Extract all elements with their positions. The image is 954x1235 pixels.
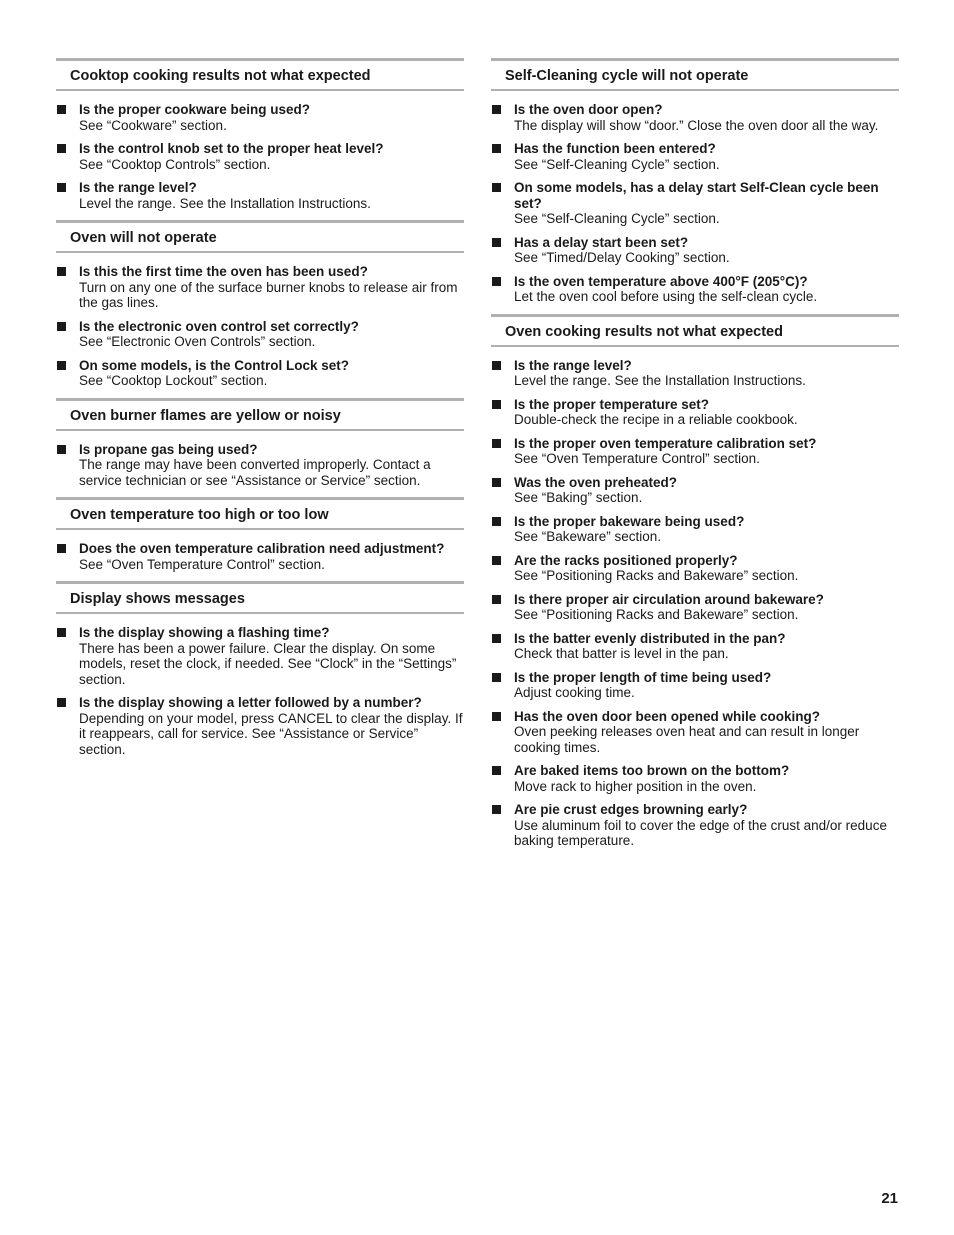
list-item [491, 670, 899, 701]
question-text: Has the function been entered? [514, 141, 716, 156]
question-text: Are the racks positioned properly? [514, 552, 738, 568]
list-item [491, 235, 899, 266]
list-item [56, 442, 464, 489]
question-list [56, 253, 464, 389]
square-bullet-icon [492, 634, 501, 643]
question-text: Is the electronic oven control set correctly? [79, 318, 359, 334]
question-text: Is the proper bakeware being used? [514, 513, 745, 529]
question-text: Is the proper cookware being used? [79, 102, 311, 117]
list-item [56, 625, 464, 687]
question-text: Are baked items too brown on the bottom? [514, 763, 790, 778]
troubleshooting-section [56, 398, 464, 489]
answer-text: See “Cookware” section. [79, 117, 227, 133]
question-text: Has the oven door been opened while cooking? [514, 708, 821, 724]
list-item [491, 475, 899, 506]
section-heading: Display shows messages [56, 581, 464, 614]
answer-text: See “Positioning Racks and Bakeware” section. [514, 568, 799, 583]
list-item [56, 358, 464, 389]
answer-text: Adjust cooking time. [514, 685, 635, 700]
question-text: On some models, is the Control Lock set? [79, 357, 350, 373]
answer-text: See “Cooktop Controls” section. [79, 156, 271, 172]
answer-text: Depending on your model, press CANCEL to clear the display. If it reappears, call for service. See “Assistance or Service” section. [79, 710, 463, 757]
list-item [491, 709, 899, 756]
square-bullet-icon [492, 595, 501, 604]
square-bullet-icon [492, 517, 501, 526]
question-text: Is propane gas being used? [79, 441, 258, 457]
square-bullet-icon [492, 277, 501, 286]
square-bullet-icon [492, 144, 501, 153]
list-item [56, 695, 464, 757]
question-text: Is the proper oven temperature calibration set? [514, 435, 817, 451]
question-list [56, 91, 464, 211]
question-text: On some models, has a delay start Self-Clean cycle been set? [514, 180, 879, 211]
answer-text: See “Electronic Oven Controls” section. [79, 334, 316, 349]
troubleshooting-section [56, 581, 464, 757]
square-bullet-icon [492, 439, 501, 448]
question-text: Is the proper temperature set? [514, 396, 710, 412]
troubleshooting-section [491, 314, 899, 849]
answer-text: Level the range. See the Installation Instructions. [79, 195, 371, 211]
square-bullet-icon [492, 805, 501, 814]
answer-text: Move rack to higher position in the oven. [514, 778, 757, 794]
section-heading: Oven burner flames are yellow or noisy [56, 398, 464, 431]
list-item [491, 180, 899, 227]
square-bullet-icon [57, 322, 66, 331]
list-item [56, 141, 464, 172]
answer-text: See “Self-Cleaning Cycle” section. [514, 211, 720, 226]
square-bullet-icon [57, 544, 66, 553]
question-text: Are pie crust edges browning early? [514, 802, 748, 817]
answer-text: See “Bakeware” section. [514, 529, 662, 544]
question-text: Is the control knob set to the proper heat level? [79, 141, 384, 156]
answer-text: See “Cooktop Lockout” section. [79, 373, 268, 388]
question-text: Is the display showing a flashing time? [79, 625, 330, 640]
question-text: Is the range level? [79, 180, 197, 195]
list-item [56, 264, 464, 311]
list-item [491, 592, 899, 623]
answer-text: See “Timed/Delay Cooking” section. [514, 250, 730, 265]
section-heading: Self-Cleaning cycle will not operate [491, 58, 899, 91]
question-list [56, 530, 464, 572]
question-text: Is the range level? [514, 357, 632, 373]
question-text: Is the proper length of time being used? [514, 669, 772, 685]
question-text: Is the batter evenly distributed in the pan? [514, 630, 786, 646]
square-bullet-icon [492, 712, 501, 721]
left-column [56, 58, 464, 766]
answer-text: Use aluminum foil to cover the edge of the crust and/or reduce baking temperature. [514, 817, 887, 848]
square-bullet-icon [492, 766, 501, 775]
square-bullet-icon [492, 478, 501, 487]
question-text: Is the oven door open? [514, 102, 663, 117]
list-item [491, 553, 899, 584]
list-item [491, 397, 899, 428]
answer-text: Turn on any one of the surface burner knobs to release air from the gas lines. [79, 279, 458, 310]
answer-text: The range may have been converted improperly. Contact a service technician or see “Assistance or Service” section. [79, 457, 431, 488]
section-heading: Oven will not operate [56, 220, 464, 253]
answer-text: There has been a power failure. Clear the display. On some models, reset the clock, if needed. See “Clock” in the “Settings” section. [79, 640, 457, 687]
square-bullet-icon [492, 400, 501, 409]
troubleshooting-section [56, 497, 464, 572]
list-item [491, 802, 899, 849]
troubleshooting-section [56, 58, 464, 211]
answer-text: Check that batter is level in the pan. [514, 646, 729, 661]
list-item [491, 141, 899, 172]
square-bullet-icon [57, 445, 66, 454]
square-bullet-icon [57, 183, 66, 192]
section-heading: Oven temperature too high or too low [56, 497, 464, 530]
square-bullet-icon [57, 361, 66, 370]
question-list [491, 91, 899, 305]
answer-text: Let the oven cool before using the self-clean cycle. [514, 289, 818, 304]
right-column [491, 58, 899, 858]
question-text: Is the oven temperature above 400°F (205°C)? [514, 273, 808, 289]
question-text: Is the display showing a letter followed by a number? [79, 695, 422, 710]
section-heading: Oven cooking results not what expected [491, 314, 899, 347]
list-item [56, 102, 464, 133]
answer-text: Level the range. See the Installation Instructions. [514, 373, 806, 388]
list-item [491, 102, 899, 133]
answer-text: See “Oven Temperature Control” section. [514, 451, 760, 466]
question-text: Is there proper air circulation around bakeware? [514, 591, 824, 607]
list-item [491, 436, 899, 467]
square-bullet-icon [57, 267, 66, 276]
square-bullet-icon [57, 628, 66, 637]
answer-text: See “Oven Temperature Control” section. [79, 556, 325, 572]
square-bullet-icon [492, 361, 501, 370]
list-item [56, 180, 464, 211]
square-bullet-icon [492, 183, 501, 192]
question-text: Has a delay start been set? [514, 234, 689, 250]
answer-text: Double-check the recipe in a reliable cookbook. [514, 412, 798, 427]
answer-text: See “Positioning Racks and Bakeware” section. [514, 607, 799, 622]
square-bullet-icon [57, 144, 66, 153]
square-bullet-icon [492, 673, 501, 682]
square-bullet-icon [57, 698, 66, 707]
list-item [491, 514, 899, 545]
list-item [491, 274, 899, 305]
question-list [56, 431, 464, 489]
question-list [56, 614, 464, 757]
troubleshooting-section [56, 220, 464, 389]
answer-text: Oven peeking releases oven heat and can result in longer cooking times. [514, 724, 860, 755]
question-text: Does the oven temperature calibration need adjustment? [79, 541, 445, 556]
section-heading: Cooktop cooking results not what expected [56, 58, 464, 91]
question-text: Is this the first time the oven has been used? [79, 264, 368, 279]
list-item [491, 358, 899, 389]
square-bullet-icon [492, 556, 501, 565]
question-text: Was the oven preheated? [514, 474, 678, 490]
answer-text: See “Baking” section. [514, 490, 643, 505]
question-list [491, 347, 899, 849]
list-item [56, 319, 464, 350]
square-bullet-icon [492, 105, 501, 114]
square-bullet-icon [57, 105, 66, 114]
list-item [56, 541, 464, 572]
answer-text: See “Self-Cleaning Cycle” section. [514, 156, 720, 172]
answer-text: The display will show “door.” Close the oven door all the way. [514, 117, 879, 133]
list-item [491, 763, 899, 794]
square-bullet-icon [492, 238, 501, 247]
page-number: 21 [881, 1190, 898, 1207]
troubleshooting-section [491, 58, 899, 305]
list-item [491, 631, 899, 662]
